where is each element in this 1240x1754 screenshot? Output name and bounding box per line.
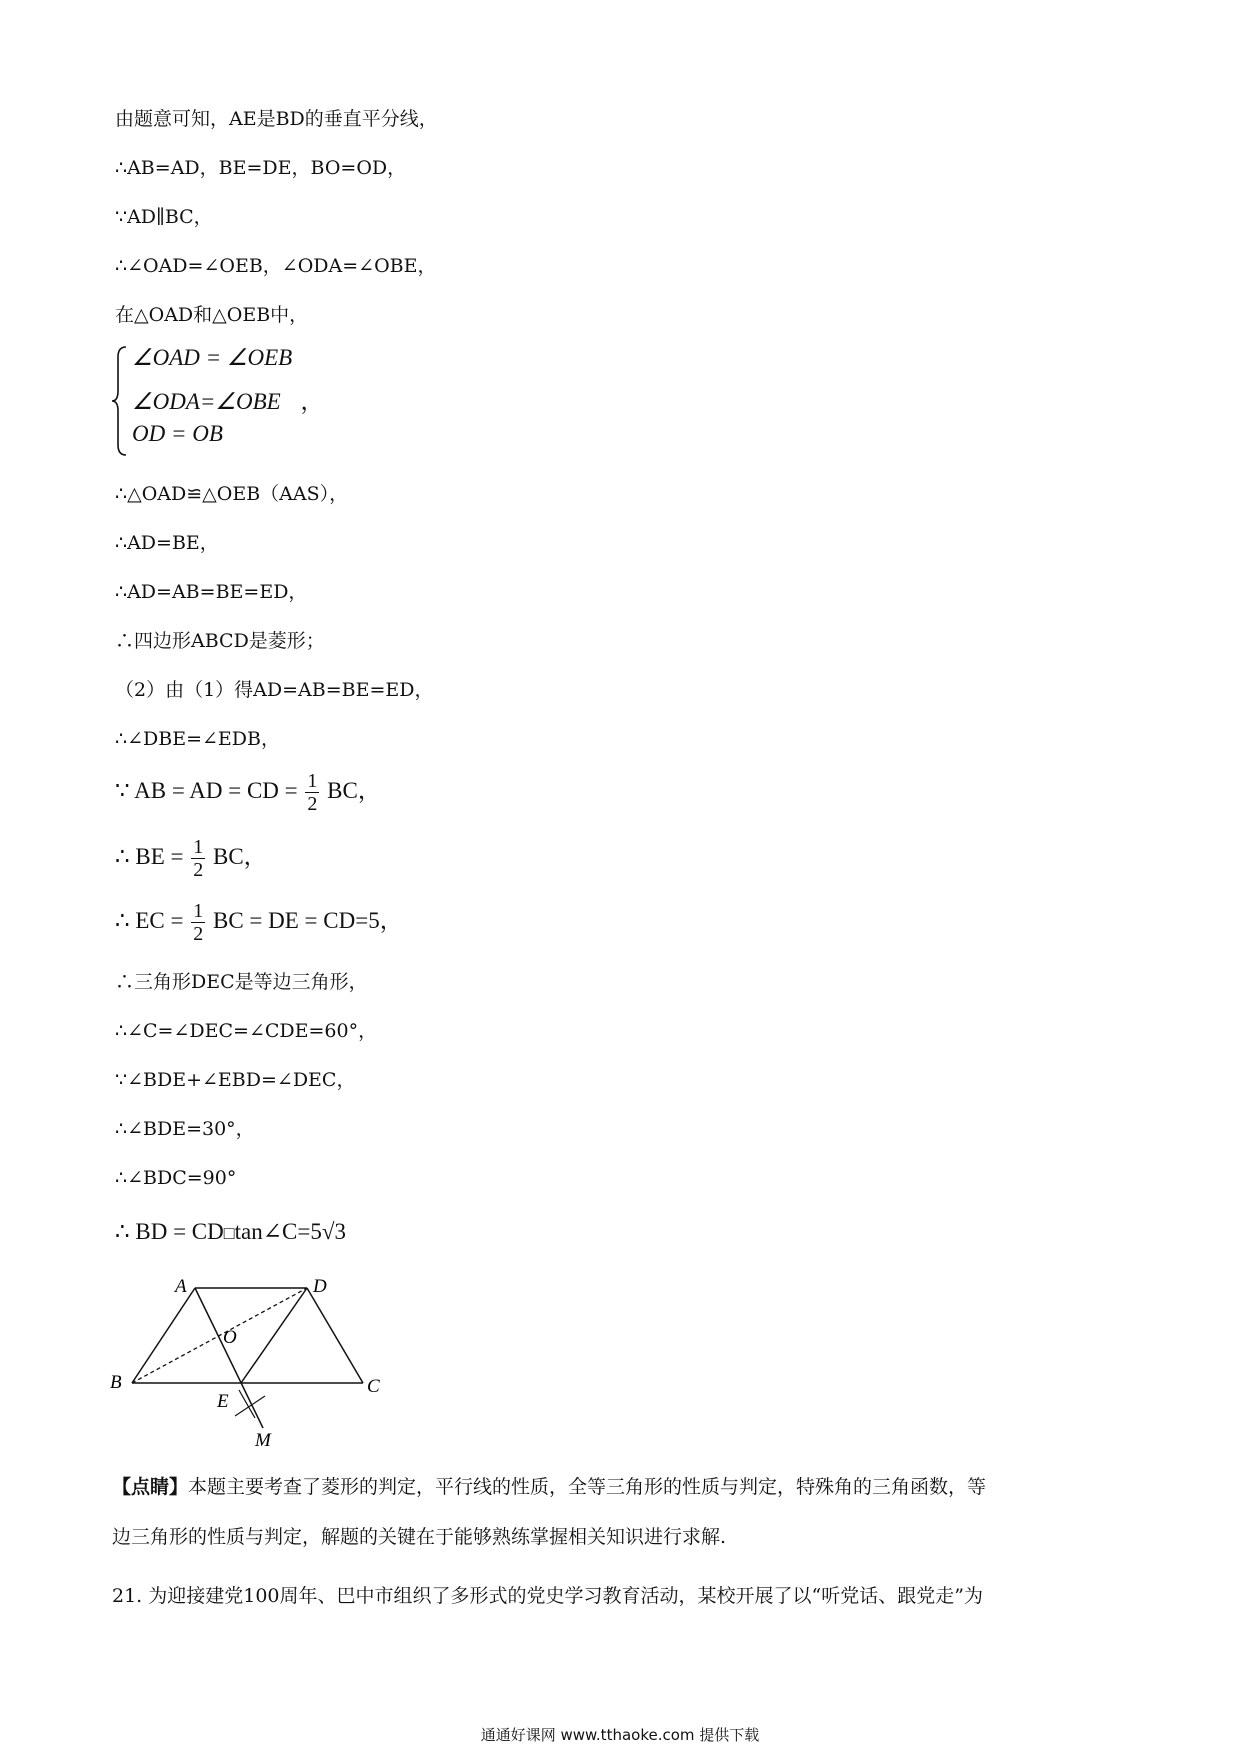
solution-line-7: ∴AD=BE， <box>115 532 219 554</box>
solution-line-11: ∴∠DBE=∠EDB， <box>115 728 280 750</box>
fraction-denominator: 2 <box>307 793 318 816</box>
solution-line-12 <box>115 766 381 816</box>
fraction-numerator: 1 <box>193 900 204 923</box>
comment-line-1 <box>112 1475 986 1499</box>
fraction-half <box>191 900 205 945</box>
system-row-1: ∠OAD = ∠OEB <box>132 345 293 370</box>
system-row-2 <box>132 383 324 416</box>
label-e: E <box>217 1391 229 1412</box>
label-b: B <box>110 1372 122 1393</box>
comment-line-2: 边三角形的性质与判定，解题的关键在于能够熟练掌握相关知识进行求解. <box>112 1526 727 1548</box>
missing-glyph-box: □ <box>223 1223 235 1243</box>
fraction-numerator: 1 <box>307 770 318 793</box>
line-12-right: BC， <box>327 778 381 803</box>
page-footer: 通通好课网 www.tthaoke.com 提供下载 <box>480 1726 760 1744</box>
comment-text-1: 本题主要考查了菱形的判定，平行线的性质，全等三角形的性质与判定，特殊角的三角函数，等 <box>188 1476 987 1498</box>
arc-mark-1 <box>235 1396 265 1416</box>
fraction-half <box>305 770 319 815</box>
system-row-2-eq: ∠ODA=∠OBE <box>132 389 281 414</box>
diagonal-bd <box>132 1288 307 1383</box>
solution-line-15: ∴三角形DEC是等边三角形， <box>115 971 368 993</box>
solution-line-13 <box>115 832 267 882</box>
fraction-denominator: 2 <box>193 923 204 946</box>
question-21: 21. 为迎接建党100周年、巴中市组织了多形式的党史学习教育活动，某校开展了以“听党话、跟党走”为 <box>112 1585 983 1607</box>
label-o: O <box>223 1327 237 1348</box>
solution-line-8: ∴AD=AB=BE=ED， <box>115 581 308 603</box>
line-14-right: BC = DE = CD=5， <box>213 908 403 933</box>
solution-line-10: （2）由（1）得AD=AB=BE=ED， <box>115 679 434 701</box>
comment-tag: 【点睛】 <box>112 1476 189 1498</box>
ray-aem <box>195 1288 263 1428</box>
edge-dc <box>307 1288 363 1383</box>
system-row-2-comma: ， <box>300 389 324 414</box>
fraction-denominator: 2 <box>193 859 204 882</box>
solution-line-5: 在△OAD和△OEB中， <box>115 304 309 326</box>
solution-line-17: ∵∠BDE+∠EBD=∠DEC， <box>115 1069 356 1091</box>
solution-line-14 <box>115 896 403 946</box>
line-13-left: ∴ BE = <box>115 844 184 869</box>
solution-line-19: ∴∠BDC=90° <box>115 1167 237 1189</box>
solution-line-2: ∴AB=AD，BE=DE，BO=OD， <box>115 157 407 179</box>
solution-line-20 <box>115 1220 346 1245</box>
sqrt-three: √3 <box>321 1219 346 1244</box>
solution-line-18: ∴∠BDE=30°， <box>115 1118 255 1140</box>
solution-line-3: ∵AD∥BC， <box>115 206 213 228</box>
solution-line-9: ∴四边形ABCD是菱形； <box>115 630 325 652</box>
edge-de <box>241 1288 307 1383</box>
line-20-mid: tan∠C=5 <box>234 1219 322 1244</box>
solution-line-6: ∴△OAD≌△OEB（AAS）， <box>115 483 349 505</box>
label-c: C <box>367 1376 380 1397</box>
edge-ab <box>132 1288 195 1383</box>
solution-line-1: 由题意可知，AE是BD的垂直平分线， <box>115 108 438 130</box>
left-brace-icon <box>112 345 130 457</box>
fraction-numerator: 1 <box>193 836 204 859</box>
line-12-left: ∵ AB = AD = CD = <box>115 778 298 803</box>
solution-line-4: ∴∠OAD=∠OEB，∠ODA=∠OBE， <box>115 255 437 277</box>
line-20-left: ∴ BD = CD <box>115 1219 224 1244</box>
fraction-half <box>191 836 205 881</box>
label-d: D <box>313 1276 327 1297</box>
line-13-right: BC， <box>213 844 267 869</box>
rhombus-figure <box>105 1268 395 1448</box>
line-14-left: ∴ EC = <box>115 908 184 933</box>
system-row-3: OD = OB <box>132 421 223 446</box>
label-m: M <box>255 1430 271 1448</box>
label-a: A <box>175 1276 187 1297</box>
solution-line-16: ∴∠C=∠DEC=∠CDE=60°， <box>115 1020 378 1042</box>
